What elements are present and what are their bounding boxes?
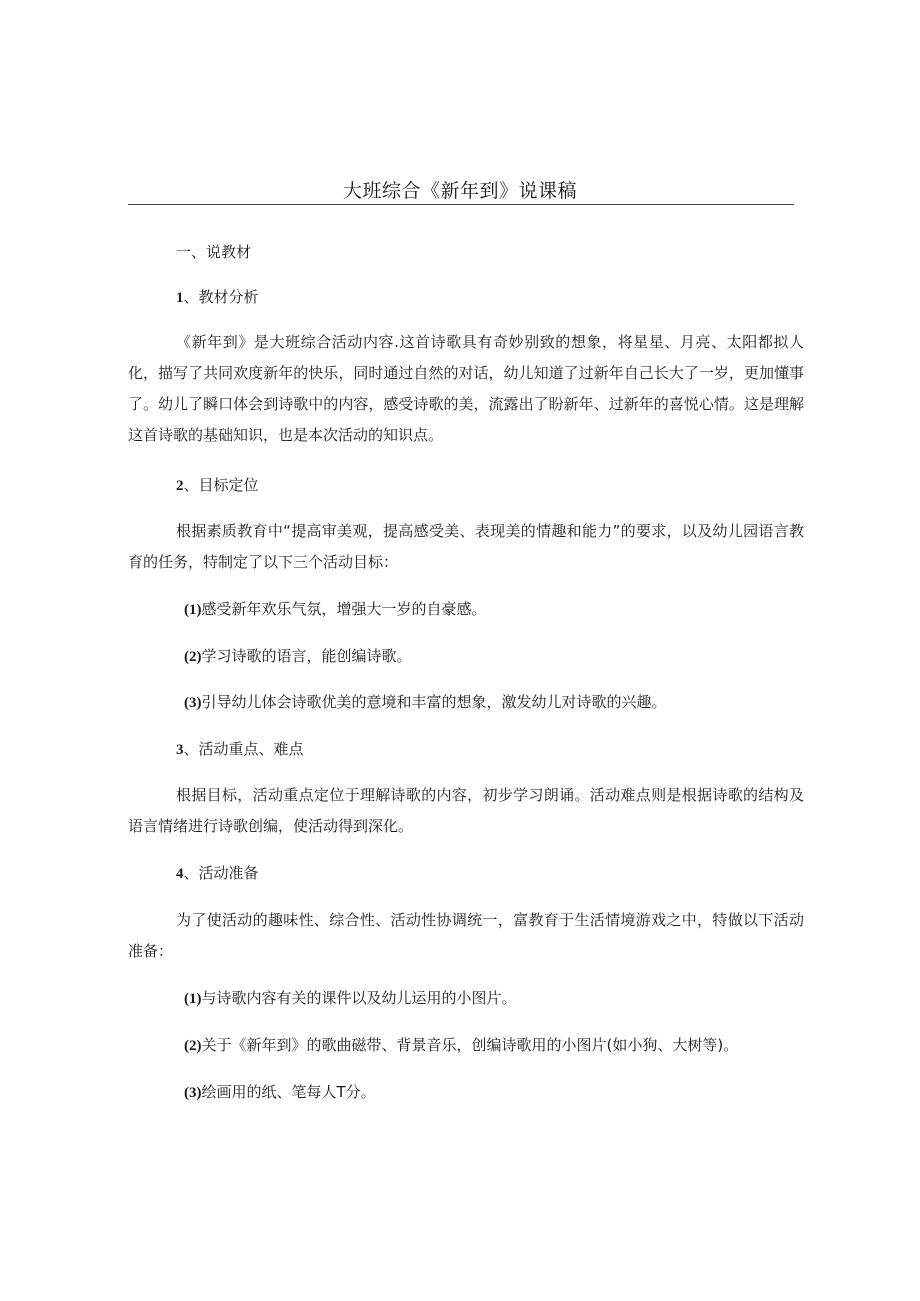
subsection-number: 1: [176, 290, 184, 306]
subsection-heading-4: [176, 857, 259, 891]
subsection-heading-3: [176, 733, 304, 767]
subsection-label: 、目标定位: [183, 476, 259, 494]
subsection-label: 、活动准备: [183, 864, 259, 882]
goal-number: (2): [184, 649, 202, 665]
preparation-number: (1): [184, 991, 202, 1007]
preparation-item: [184, 1076, 376, 1110]
paragraph-preparation: 为了使活动的趣味性、综合性、活动性协调统一，富教育于生活情境游戏之中，特做以下活动准备：: [128, 911, 804, 960]
preparation-item: [184, 982, 517, 1016]
goal-number: (1): [184, 602, 202, 618]
preparation-text: 与诗歌内容有关的课件以及幼儿运用的小图片。: [201, 989, 517, 1007]
subsection-heading-1: [176, 281, 259, 315]
section-heading: 一、说教材: [176, 243, 252, 261]
goal-item: [184, 686, 667, 720]
paragraph-material-analysis: 《新年到》是大班综合活动内容.这首诗歌具有奇妙别致的想象，将星星、月亮、太阳都拟人化，描写了共同欢度新年的快乐，同时通过自然的对话，幼儿知道了过新年自己长大了一岁，更加懂事了。幼儿了瞬口体会到诗歌中的内容，感受诗歌的美，流露出了盼新年、过新年的喜悦心情。这是理解这首诗歌的基础知识，也是本次活动的知识点。: [128, 333, 804, 444]
preparation-text: 绘画用的纸、笔每人T分。: [201, 1083, 376, 1101]
subsection-label: 、教材分析: [183, 288, 259, 306]
subsection-number: 2: [176, 478, 184, 494]
subsection-number: 4: [176, 866, 184, 882]
title-underline: [128, 204, 794, 205]
paragraph-goal-positioning: 根据素质教育中“提高审美观，提高感受美、表现美的情趣和能力”的要求，以及幼儿园语言教育的任务，特制定了以下三个活动目标：: [128, 522, 804, 571]
goal-text: 引导幼儿体会诗歌优美的意境和丰富的想象，激发幼儿对诗歌的兴趣。: [201, 693, 667, 711]
preparation-item: [184, 1029, 738, 1063]
goal-text: 感受新年欢乐气氛，增强大一岁的自豪感。: [201, 600, 487, 618]
goal-text: 学习诗歌的语言，能创编诗歌。: [201, 647, 412, 665]
goal-item: [184, 640, 412, 674]
goal-item: [184, 593, 487, 627]
preparation-number: (3): [184, 1085, 202, 1101]
preparation-text: 关于《新年到》的歌曲磁带、背景音乐，创编诗歌用的小图片(如小狗、大树等)。: [201, 1036, 739, 1054]
preparation-number: (2): [184, 1038, 202, 1054]
subsection-label: 、活动重点、难点: [183, 740, 304, 758]
subsection-number: 3: [176, 742, 184, 758]
subsection-heading-2: [176, 469, 259, 503]
paragraph-key-points: 根据目标，活动重点定位于理解诗歌的内容，初步学习朗诵。活动难点则是根据诗歌的结构及语言情绪进行诗歌创编，使活动得到深化。: [128, 786, 804, 835]
page-title: 大班综合《新年到》说课稿: [342, 180, 577, 202]
goal-number: (3): [184, 695, 202, 711]
